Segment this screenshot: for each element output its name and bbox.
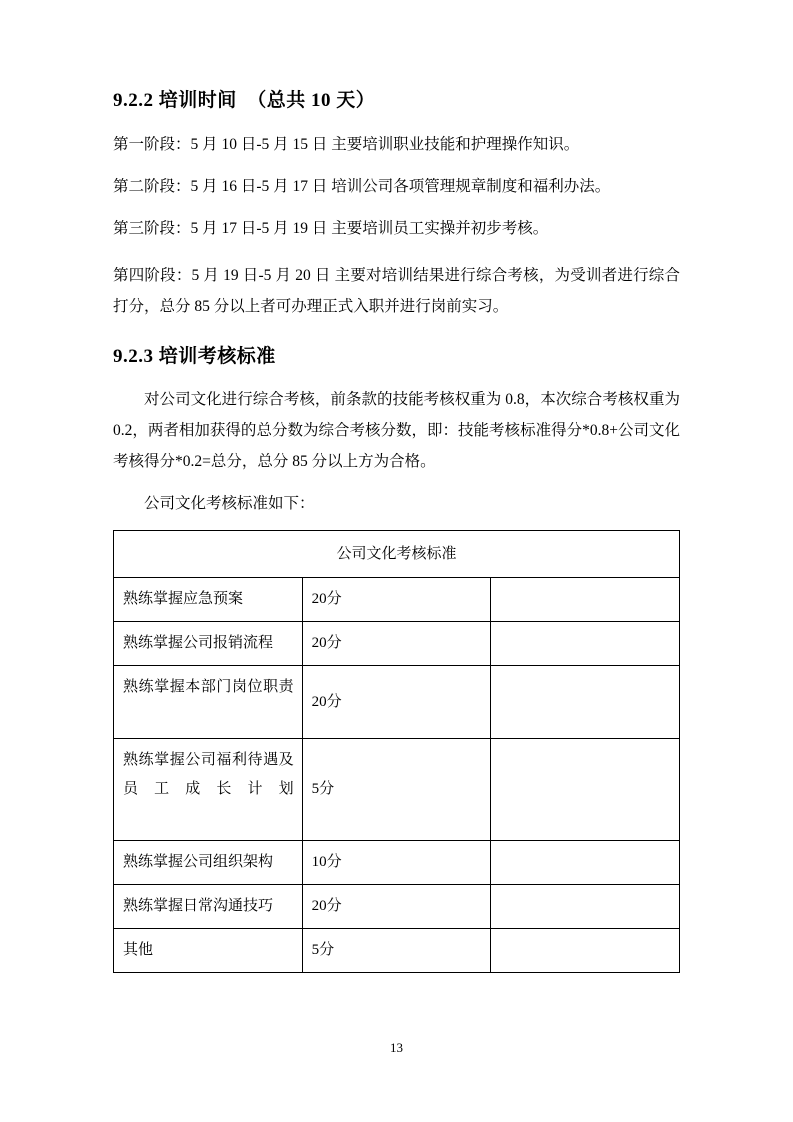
- table-cell-score: 20分: [302, 885, 491, 929]
- table-cell-item: 熟练掌握日常沟通技巧: [114, 885, 303, 929]
- heading-9-2-2: 9.2.2 培训时间 （总共 10 天）: [113, 90, 376, 111]
- assessment-standard-body: 对公司文化进行综合考核，前条款的技能考核权重为 0.8，本次综合考核权重为 0.2，两者相加获得的总分数为综合考核分数，即：技能考核标准得分*0.8+公司文化考核得分*0.2=总分，总分 85 分以上方为合格。: [113, 391, 680, 470]
- table-cell-note: [491, 885, 680, 929]
- table-title-cell: 公司文化考核标准: [114, 531, 680, 578]
- table-cell-score: 5分: [302, 929, 491, 973]
- phase-1-paragraph: 第一阶段：5 月 10 日-5 月 15 日 主要培训职业技能和护理操作知识。: [113, 136, 580, 153]
- heading-9-2-3: 9.2.3 培训考核标准: [113, 346, 276, 367]
- culture-assessment-table: [113, 530, 680, 973]
- table-row: [114, 929, 680, 973]
- table-cell-note: [491, 622, 680, 666]
- table-cell-score: 20分: [302, 666, 491, 739]
- table-cell-note: [491, 739, 680, 841]
- table-row: [114, 739, 680, 841]
- table-cell-item: 熟练掌握公司福利待遇及员工成长计划: [114, 739, 303, 841]
- table-row: [114, 885, 680, 929]
- table-row: [114, 666, 680, 739]
- table-cell-score: 20分: [302, 578, 491, 622]
- table-cell-item: 熟练掌握公司组织架构: [114, 841, 303, 885]
- page-content: [113, 88, 680, 973]
- table-cell-item: 熟练掌握公司报销流程: [114, 622, 303, 666]
- table-cell-score: 5分: [302, 739, 491, 841]
- table-lead-text: 公司文化考核标准如下：: [144, 495, 315, 512]
- table-cell-note: [491, 666, 680, 739]
- table-cell-item: 熟练掌握应急预案: [114, 578, 303, 622]
- table-cell-note: [491, 841, 680, 885]
- table-row: [114, 578, 680, 622]
- table-header-row: [114, 531, 680, 578]
- table-cell-score: 20分: [302, 622, 491, 666]
- phase-4-paragraph: 第四阶段：5 月 19 日-5 月 20 日 主要对培训结果进行综合考核，为受训者进行综合打分，总分 85 分以上者可办理正式入职并进行岗前实习。: [113, 267, 680, 315]
- table-cell-note: [491, 578, 680, 622]
- page-number: 13: [390, 1040, 403, 1055]
- phase-2-paragraph: 第二阶段：5 月 16 日-5 月 17 日 培训公司各项管理规章制度和福利办法。: [113, 178, 611, 195]
- table-cell-score: 10分: [302, 841, 491, 885]
- table-row: [114, 841, 680, 885]
- table-cell-note: [491, 929, 680, 973]
- table-cell-item: 其他: [114, 929, 303, 973]
- phase-3-paragraph: 第三阶段：5 月 17 日-5 月 19 日 主要培训员工实操并初步考核。: [113, 220, 549, 237]
- table-row: [114, 622, 680, 666]
- table-body: [114, 531, 680, 973]
- table-cell-item: 熟练掌握本部门岗位职责: [114, 666, 303, 739]
